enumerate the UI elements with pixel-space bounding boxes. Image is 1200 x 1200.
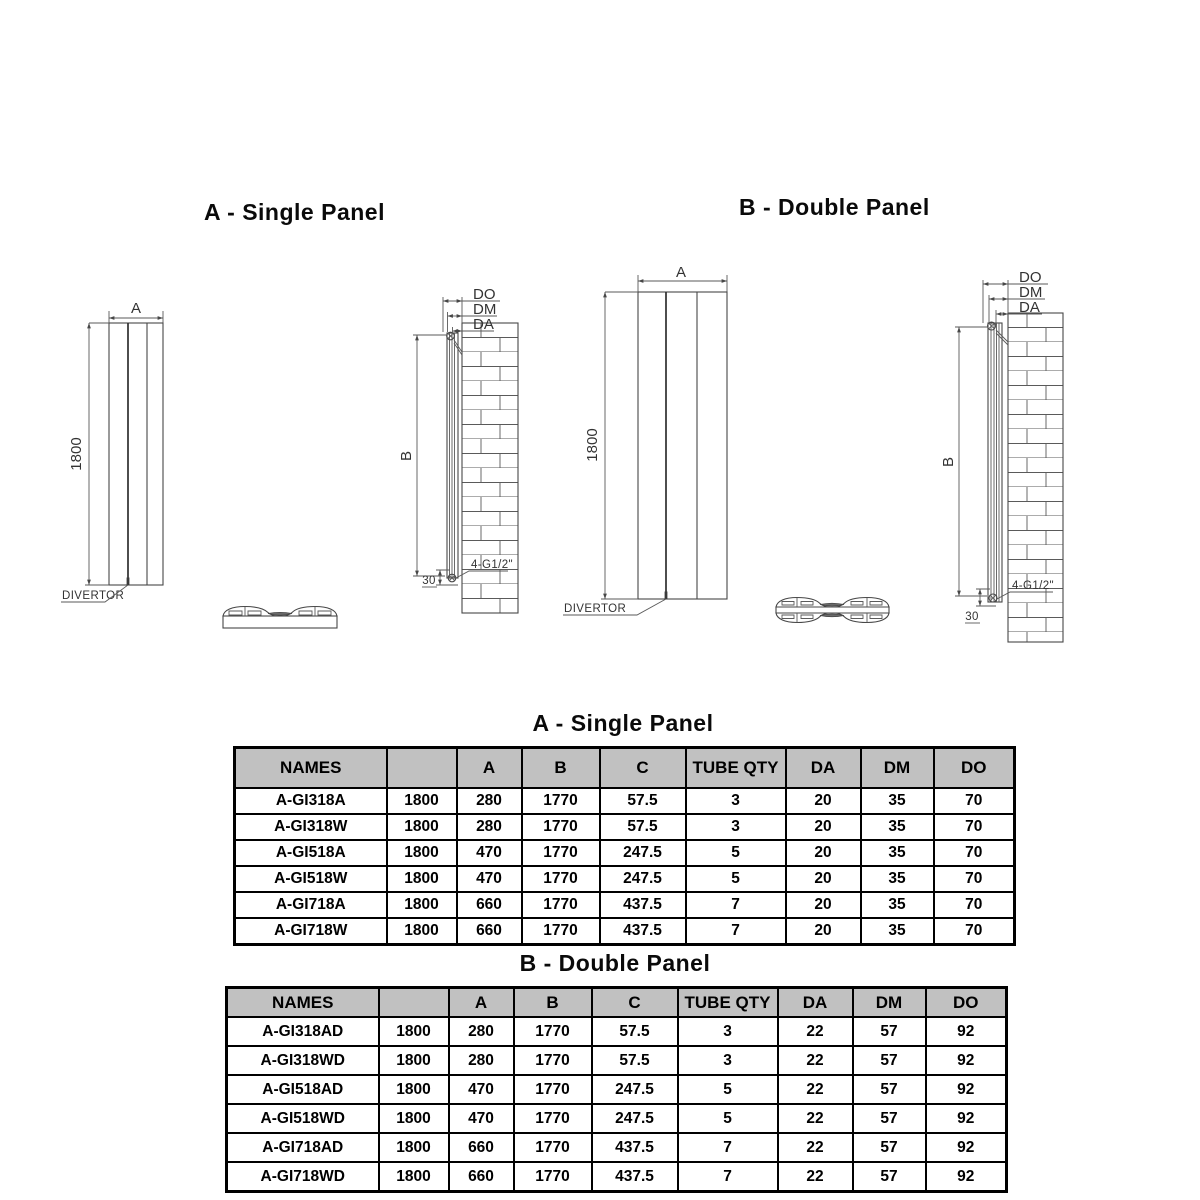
- table-cell: 70: [934, 814, 1015, 840]
- dim-dm-label: DM: [473, 301, 497, 318]
- table-cell: 660: [449, 1133, 514, 1162]
- table-cell: 70: [934, 892, 1015, 918]
- table-row: [235, 918, 1015, 945]
- table-cell: 3: [686, 814, 786, 840]
- table-cell: 57: [853, 1104, 926, 1133]
- table-cell: 3: [686, 788, 786, 814]
- table-cell: 1770: [522, 866, 600, 892]
- dim-da-label: DA: [473, 316, 494, 333]
- table-cell: 1770: [514, 1133, 592, 1162]
- table-cell: 7: [686, 892, 786, 918]
- table-cell: 5: [678, 1104, 778, 1133]
- column-header: A: [457, 748, 522, 789]
- table-cell: 3: [678, 1046, 778, 1075]
- double-panel-table-title: B - Double Panel: [519, 950, 711, 976]
- table-cell: 1770: [522, 892, 600, 918]
- column-header: B: [514, 988, 592, 1018]
- column-header: DO: [926, 988, 1007, 1018]
- table-cell: 70: [934, 840, 1015, 866]
- radiator-side-lines: [450, 333, 455, 578]
- table-cell: 3: [678, 1017, 778, 1046]
- single-panel-front-view-drawing: [55, 288, 215, 618]
- table-cell: 20: [786, 814, 861, 840]
- divertor-mark: [665, 592, 668, 600]
- table-cell: 70: [934, 918, 1015, 945]
- table-cell: 22: [778, 1046, 853, 1075]
- table-cell: 35: [861, 918, 934, 945]
- table-cell: 5: [686, 840, 786, 866]
- table-cell: 57: [853, 1075, 926, 1104]
- table-cell: 22: [778, 1162, 853, 1192]
- dim-b-extensions: [413, 335, 447, 576]
- column-header: DM: [853, 988, 926, 1018]
- table-cell: 35: [861, 866, 934, 892]
- table-row: [227, 1162, 1007, 1192]
- double-panel-side-view-drawing: [933, 253, 1073, 658]
- table-cell: 20: [786, 892, 861, 918]
- double-panel-section-view-drawing: [768, 583, 903, 635]
- divertor-label: DIVERTOR: [62, 590, 125, 602]
- column-header: NAMES: [235, 748, 387, 789]
- table-cell: 280: [449, 1017, 514, 1046]
- table-cell: A-GI318W: [235, 814, 387, 840]
- single-panel-table-title: A - Single Panel: [532, 710, 714, 736]
- table-row: [235, 788, 1015, 814]
- table-cell: 247.5: [600, 840, 686, 866]
- table-header-row: [227, 988, 1007, 1018]
- table-cell: 7: [678, 1133, 778, 1162]
- table-row: [235, 840, 1015, 866]
- table-cell: 92: [926, 1075, 1007, 1104]
- section-center-band: [776, 607, 889, 613]
- table-cell: A-GI718AD: [227, 1133, 379, 1162]
- column-header: C: [592, 988, 678, 1018]
- column-header: TUBE QTY: [686, 748, 786, 789]
- table-cell: 1770: [514, 1162, 592, 1192]
- table-cell: 70: [934, 788, 1015, 814]
- dim-do-label: DO: [1019, 269, 1042, 286]
- table-header-row: [235, 748, 1015, 789]
- table-cell: A-GI718WD: [227, 1162, 379, 1192]
- table-cell: A-GI518W: [235, 866, 387, 892]
- dim-b-extensions: [955, 327, 988, 596]
- table-cell: 1800: [379, 1075, 449, 1104]
- table-row: [235, 866, 1015, 892]
- table-cell: 470: [457, 840, 522, 866]
- table-cell: 1800: [379, 1162, 449, 1192]
- dim-b-label: B: [398, 450, 415, 462]
- section-center-tubes: [820, 603, 844, 617]
- table-cell: 1770: [522, 788, 600, 814]
- column-header: DA: [778, 988, 853, 1018]
- table-cell: 35: [861, 892, 934, 918]
- table-cell: 1800: [387, 788, 457, 814]
- double-panel-front-view-drawing: [550, 255, 740, 625]
- table-cell: 660: [457, 892, 522, 918]
- table-cell: 92: [926, 1162, 1007, 1192]
- table-row: [227, 1046, 1007, 1075]
- table-cell: 1800: [387, 840, 457, 866]
- radiator-side-outline: [988, 323, 1002, 602]
- table-cell: 1800: [379, 1046, 449, 1075]
- table-cell: 7: [686, 918, 786, 945]
- table-cell: 20: [786, 918, 861, 945]
- table-row: [227, 1017, 1007, 1046]
- width-dim-label: A: [675, 264, 687, 281]
- connection-thread-label: 4-G1/2": [1012, 580, 1055, 592]
- divertor-mark: [127, 578, 130, 586]
- table-cell: 1770: [522, 840, 600, 866]
- table-cell: A-GI518WD: [227, 1104, 379, 1133]
- section-base: [223, 616, 337, 628]
- dim-do-label: DO: [473, 286, 496, 303]
- table-cell: 92: [926, 1104, 1007, 1133]
- double-panel-table-section: [225, 950, 1005, 1193]
- table-cell: 1800: [379, 1133, 449, 1162]
- table-cell: 1770: [514, 1104, 592, 1133]
- table-cell: 470: [457, 866, 522, 892]
- table-cell: 20: [786, 788, 861, 814]
- column-header: TUBE QTY: [678, 988, 778, 1018]
- column-header: [387, 748, 457, 789]
- table-cell: 470: [449, 1075, 514, 1104]
- table-cell: 20: [786, 866, 861, 892]
- bottom-offset-label: 30: [422, 575, 436, 587]
- table-body: [235, 788, 1015, 945]
- table-cell: 1770: [522, 918, 600, 945]
- table-cell: 22: [778, 1017, 853, 1046]
- table-cell: 22: [778, 1133, 853, 1162]
- table-cell: 1800: [387, 814, 457, 840]
- table-cell: 437.5: [592, 1162, 678, 1192]
- connection-thread-label: 4-G1/2": [471, 559, 514, 571]
- radiator-side-outline: [447, 333, 458, 578]
- table-cell: A-GI718A: [235, 892, 387, 918]
- column-header: C: [600, 748, 686, 789]
- single-panel-side-view-drawing: [400, 268, 535, 663]
- table-cell: 437.5: [600, 918, 686, 945]
- column-header: DM: [861, 748, 934, 789]
- table-cell: 22: [778, 1104, 853, 1133]
- table-cell: 1770: [522, 814, 600, 840]
- table-cell: 470: [449, 1104, 514, 1133]
- table-cell: 247.5: [592, 1104, 678, 1133]
- dim-b-label: B: [940, 456, 957, 468]
- table-cell: 57: [853, 1046, 926, 1075]
- table-cell: 660: [457, 918, 522, 945]
- table-cell: 1800: [379, 1104, 449, 1133]
- table-cell: 35: [861, 814, 934, 840]
- dim-dm-label: DM: [1019, 284, 1043, 301]
- radiator-side-lines: [991, 323, 999, 602]
- column-header: [379, 988, 449, 1018]
- double-panel-section-title: B - Double Panel: [739, 194, 930, 220]
- table-cell: 20: [786, 840, 861, 866]
- table-cell: 70: [934, 866, 1015, 892]
- bottom-offset-label: 30: [965, 611, 979, 623]
- table-cell: 1800: [387, 918, 457, 945]
- table-cell: 35: [861, 840, 934, 866]
- table-row: [227, 1075, 1007, 1104]
- table-row: [235, 892, 1015, 918]
- column-header: DA: [786, 748, 861, 789]
- table-cell: 5: [686, 866, 786, 892]
- height-dim-label: 1800: [584, 428, 601, 462]
- table-cell: 57.5: [592, 1017, 678, 1046]
- column-header: B: [522, 748, 600, 789]
- column-header: NAMES: [227, 988, 379, 1018]
- table-row: [235, 814, 1015, 840]
- table-cell: 280: [449, 1046, 514, 1075]
- table-cell: 7: [678, 1162, 778, 1192]
- single-panel-table-section: [233, 710, 1013, 946]
- table-cell: 1800: [387, 866, 457, 892]
- double-panel-spec-table: [225, 986, 1008, 1193]
- top-valve-cross: [989, 323, 995, 329]
- table-cell: 92: [926, 1133, 1007, 1162]
- divertor-label: DIVERTOR: [564, 603, 627, 615]
- table-cell: A-GI318A: [235, 788, 387, 814]
- panel-outline: [638, 292, 727, 599]
- table-cell: 437.5: [600, 892, 686, 918]
- single-panel-section-title: A - Single Panel: [204, 199, 385, 225]
- table-cell: 1770: [514, 1017, 592, 1046]
- single-panel-spec-table: [233, 746, 1016, 946]
- table-cell: 57.5: [600, 814, 686, 840]
- table-cell: 92: [926, 1046, 1007, 1075]
- height-dim-label: 1800: [68, 437, 85, 471]
- table-cell: 57: [853, 1162, 926, 1192]
- dim-da-label: DA: [1019, 299, 1040, 316]
- wall-bricks: [1008, 313, 1063, 642]
- table-cell: 1800: [387, 892, 457, 918]
- table-cell: 57.5: [600, 788, 686, 814]
- table-row: [227, 1104, 1007, 1133]
- table-cell: 57: [853, 1133, 926, 1162]
- table-cell: 1770: [514, 1075, 592, 1104]
- table-cell: 280: [457, 814, 522, 840]
- table-cell: A-GI318AD: [227, 1017, 379, 1046]
- table-body: [227, 1017, 1007, 1192]
- table-cell: A-GI518A: [235, 840, 387, 866]
- table-cell: 57.5: [592, 1046, 678, 1075]
- table-cell: 247.5: [600, 866, 686, 892]
- table-row: [227, 1133, 1007, 1162]
- table-cell: 660: [449, 1162, 514, 1192]
- table-cell: 247.5: [592, 1075, 678, 1104]
- table-cell: 437.5: [592, 1133, 678, 1162]
- table-cell: 57: [853, 1017, 926, 1046]
- table-cell: 280: [457, 788, 522, 814]
- table-cell: A-GI718W: [235, 918, 387, 945]
- table-cell: 22: [778, 1075, 853, 1104]
- panel-outline: [109, 323, 163, 585]
- table-cell: 5: [678, 1075, 778, 1104]
- table-cell: A-GI318WD: [227, 1046, 379, 1075]
- table-cell: 35: [861, 788, 934, 814]
- column-header: A: [449, 988, 514, 1018]
- single-panel-section-view-drawing: [215, 590, 350, 638]
- table-cell: 1770: [514, 1046, 592, 1075]
- table-cell: 1800: [379, 1017, 449, 1046]
- width-dim-label: A: [130, 300, 142, 317]
- column-header: DO: [934, 748, 1015, 789]
- table-cell: A-GI518AD: [227, 1075, 379, 1104]
- table-cell: 92: [926, 1017, 1007, 1046]
